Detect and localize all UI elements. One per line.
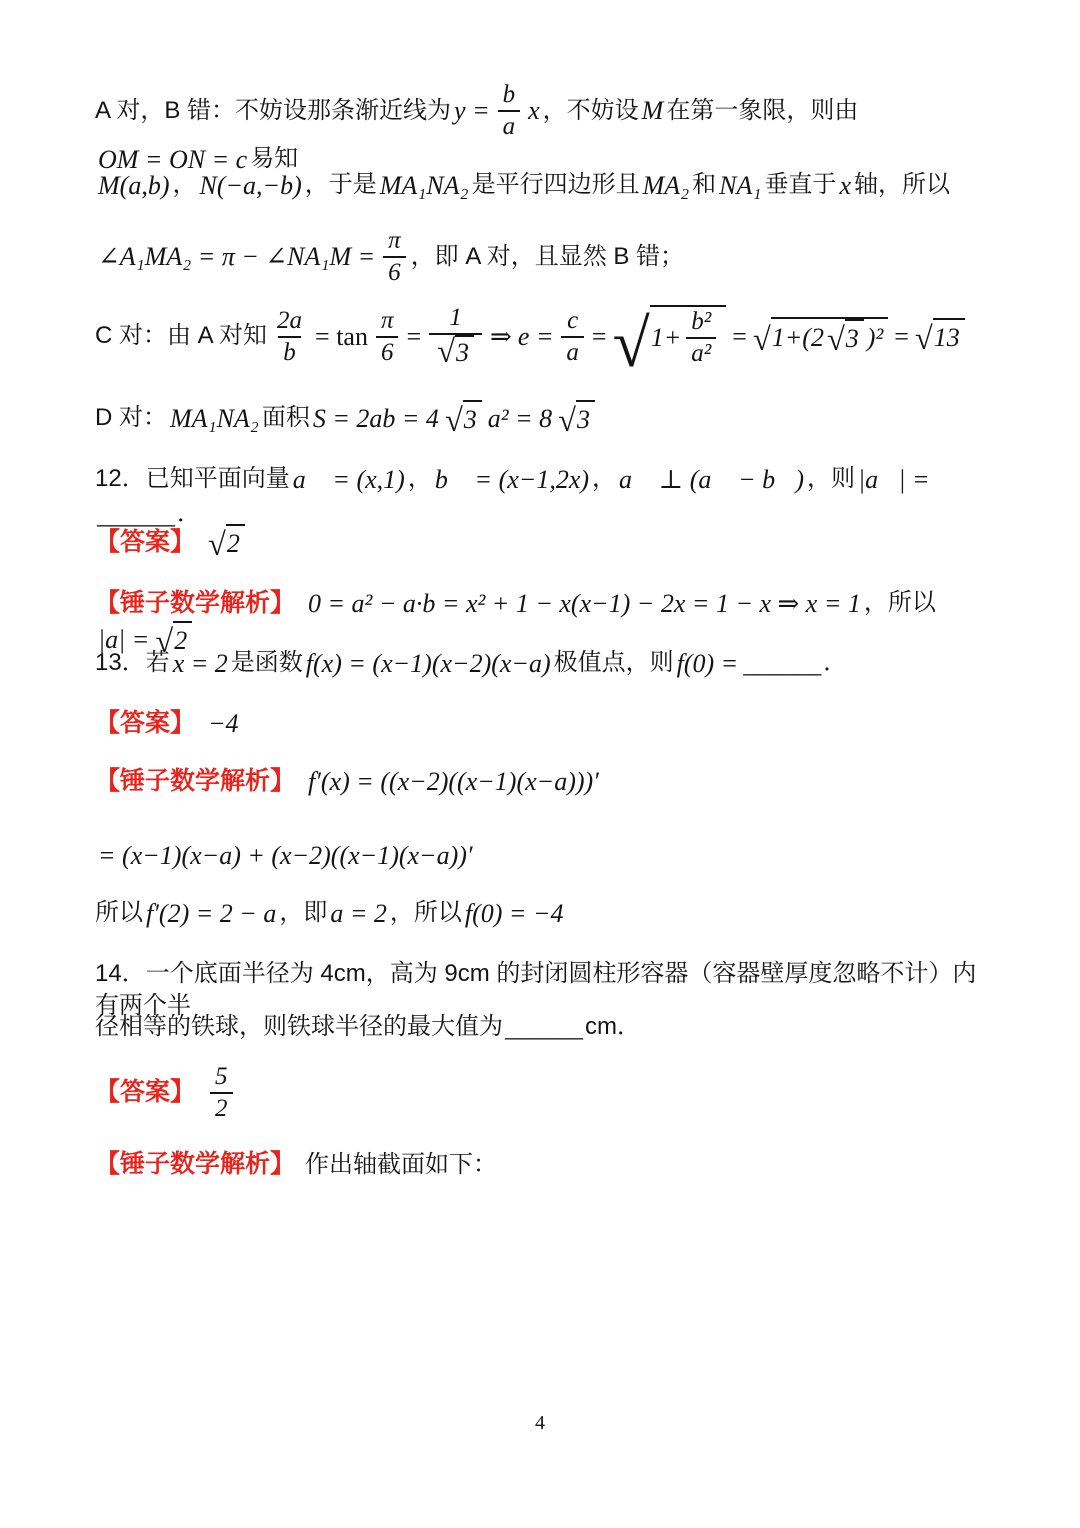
radical-sign: √ [826, 322, 845, 359]
fraction-numerator: π [380, 306, 394, 334]
math-run: a² = 8 [487, 404, 553, 433]
math-run: f′(2) = 2 − a [146, 899, 277, 928]
text-run: ． [177, 500, 201, 528]
analysis-13-line3 [95, 896, 985, 931]
radical-sign: √ [752, 322, 771, 359]
text-run: 是平行四边形且 [471, 171, 640, 199]
answer-label: 【答案】 [95, 527, 196, 556]
text-run: ，即 A 对，且显然 B 错； [410, 242, 685, 270]
text-run: 极值点，则 [553, 649, 674, 677]
fraction-denominator [429, 333, 482, 370]
fraction [686, 307, 716, 369]
solution-line-c [95, 303, 985, 381]
text-run: 13．若 [95, 649, 170, 677]
analysis-label: 【锤子数学解析】 [95, 1150, 296, 1178]
analysis-label: 【锤子数学解析】 [95, 588, 296, 617]
radical-sign: √ [208, 527, 226, 564]
fraction [498, 80, 521, 142]
radicand: 2 [226, 524, 245, 561]
math-run: = [894, 322, 909, 352]
sqrt [208, 524, 245, 564]
answer-12 [95, 524, 985, 564]
math-run: M(a,b) [98, 171, 170, 200]
text-run: ， [592, 465, 617, 493]
fraction [272, 306, 307, 368]
answer-14 [95, 1062, 985, 1124]
text-run: 所以 [95, 899, 143, 927]
math-run: e = [517, 322, 554, 352]
blank-underline: ______ [743, 649, 822, 678]
text-run: 12．已知平面向量 [95, 465, 290, 493]
fraction [210, 1062, 233, 1124]
fraction-denominator: b [278, 336, 301, 368]
math-run: = [406, 322, 422, 352]
question-14-line2 [95, 1010, 985, 1045]
math-run: f′(x) = ((x−2)((x−1)(x−a)))′ [308, 767, 599, 796]
math-run: a⃗ ⊥ (a⃗ − b⃗) [619, 465, 805, 494]
sqrt [826, 319, 864, 359]
math-run: a = 2 [330, 899, 387, 928]
text-run: A 对，B 错：不妨设那条渐近线为 [95, 96, 452, 124]
text-run: ， [172, 171, 197, 199]
fraction [561, 306, 584, 368]
answer-label: 【答案】 [95, 708, 196, 737]
sqrt [914, 318, 965, 358]
math-run: 0 = a² − a·b = x² + 1 − x(x−1) − 2x = 1 − x ⇒ x = 1 [308, 589, 861, 618]
analysis-14 [95, 1148, 985, 1182]
fraction-denominator: 6 [383, 256, 406, 288]
text-run: ，于是 [304, 171, 377, 199]
radical-sign: √ [155, 624, 174, 661]
radical-sign: √ [558, 403, 576, 440]
radicand: 3 [463, 400, 482, 437]
sqrt [444, 400, 482, 440]
blank-underline: ______ [97, 500, 175, 530]
math-run: )² [866, 323, 884, 353]
text-run: 是函数 [230, 649, 303, 677]
text-run: 作出轴截面如下： [305, 1150, 498, 1178]
fraction-denominator: 6 [376, 336, 399, 368]
blank-underline: ______ [505, 1013, 583, 1042]
fraction-denominator: 2 [210, 1092, 233, 1124]
text-run: 面积 [261, 404, 310, 432]
fraction [383, 226, 406, 288]
answer-label: 【答案】 [95, 1078, 196, 1107]
math-run: a⃗ = (x,1) [292, 465, 405, 494]
text-run: 14．一个底面半径为 4cm，高为 9cm 的封闭圆柱形容器（容器壁厚度忽略不计）内有两个半 [95, 960, 977, 1020]
math-run: S = 2ab = 4 [312, 404, 439, 433]
math-run: M [641, 96, 664, 126]
question-13 [95, 646, 985, 681]
text-run: 径相等的铁球，则铁球半径的最大值为 [95, 1013, 503, 1041]
math-run: = (x−1)(x−a) + (x−2)((x−1)(x−a))′ [98, 841, 473, 870]
fraction [376, 306, 399, 368]
sqrt [437, 334, 474, 371]
radicand [771, 317, 889, 359]
math-run: = [732, 322, 747, 352]
text-run: C 对：由 A 对知 [95, 322, 268, 350]
answer-13 [95, 706, 985, 741]
math-run: f(0) = −4 [464, 899, 564, 928]
fraction-numerator: 1 [449, 304, 462, 331]
solution-line-d [95, 400, 985, 440]
radical-sign: √ [612, 306, 650, 381]
math-run: = tan [315, 322, 368, 352]
radicand: 13 [933, 318, 965, 355]
math-run: N(−a,−b) [199, 171, 302, 200]
text-run: ，不妨设 [542, 96, 639, 124]
radicand: 3 [455, 335, 474, 368]
math-run: ∠A₁MA₂ = π − ∠NA₁M = [98, 242, 376, 272]
math-run: 1+(2 [771, 323, 824, 353]
math-run: NA₁ [719, 171, 762, 200]
math-run: f(x) = (x−1)(x−2)(x−a) [305, 649, 551, 678]
solution-line-parallelogram [95, 168, 985, 203]
question-12 [95, 462, 985, 532]
text-run: 和 [692, 171, 717, 199]
solution-line-ab [95, 80, 985, 177]
solution-line-angle [95, 226, 985, 288]
fraction-numerator: c [567, 306, 579, 334]
radicand: 2 [173, 621, 192, 658]
math-run: 1+ [650, 323, 682, 353]
text-run: 易知 [250, 145, 299, 173]
math-run: MA₂ [642, 171, 690, 200]
text-run: ， [407, 465, 432, 493]
math-run: b⃗ = (x−1,2x) [434, 465, 590, 494]
text-run: D 对： [95, 404, 167, 432]
text-run: ． [823, 649, 848, 677]
text-run: ，则 [807, 465, 856, 493]
radicand: 3 [576, 400, 595, 437]
radical-sign: √ [437, 334, 456, 371]
radical-sign: √ [914, 321, 933, 358]
radical-sign: √ [444, 403, 463, 440]
text-run: 轴，所以 [853, 171, 950, 199]
math-run: |a| = [98, 625, 150, 655]
text-run: ，所以 [863, 589, 936, 617]
sqrt [612, 305, 727, 381]
math-run: f(0) = [676, 649, 739, 678]
math-run: x [528, 96, 540, 126]
fraction-numerator: b² [691, 307, 712, 335]
sqrt [558, 400, 595, 440]
radicand: 3 [845, 319, 864, 356]
math-run: MA₁NA₂ [379, 171, 469, 200]
analysis-13-line1 [95, 764, 985, 799]
fraction [429, 303, 482, 370]
text-run: 在第一象限，则由 [666, 96, 859, 124]
text-run: cm． [585, 1013, 641, 1041]
math-run: |a⃗| = [858, 465, 930, 494]
analysis-13-line2 [95, 838, 985, 873]
text-run: ，所以 [389, 899, 462, 927]
text-run: 垂直于 [764, 171, 837, 199]
fraction-denominator: a [561, 336, 584, 368]
sqrt [752, 317, 888, 359]
analysis-label: 【锤子数学解析】 [95, 766, 296, 795]
math-run: = [591, 322, 607, 352]
fraction-denominator: a [498, 110, 521, 142]
fraction-numerator: 5 [215, 1063, 228, 1090]
text-run: ，即 [279, 899, 328, 927]
math-run: OM = ON = c [98, 145, 248, 174]
fraction-numerator: 2a [277, 306, 303, 334]
math-run: x = 2 [172, 649, 228, 678]
fraction-numerator: π [388, 227, 401, 254]
radicand [650, 305, 727, 369]
fraction-numerator: b [502, 81, 516, 108]
fraction-denominator: a² [686, 337, 716, 369]
math-run: ⇒ [490, 322, 512, 352]
math-run: −4 [208, 709, 239, 738]
page-number: 4 [535, 1412, 545, 1434]
math-run: y = [454, 96, 490, 126]
math-run: x [839, 171, 851, 200]
math-run: MA₁NA₂ [170, 404, 259, 433]
